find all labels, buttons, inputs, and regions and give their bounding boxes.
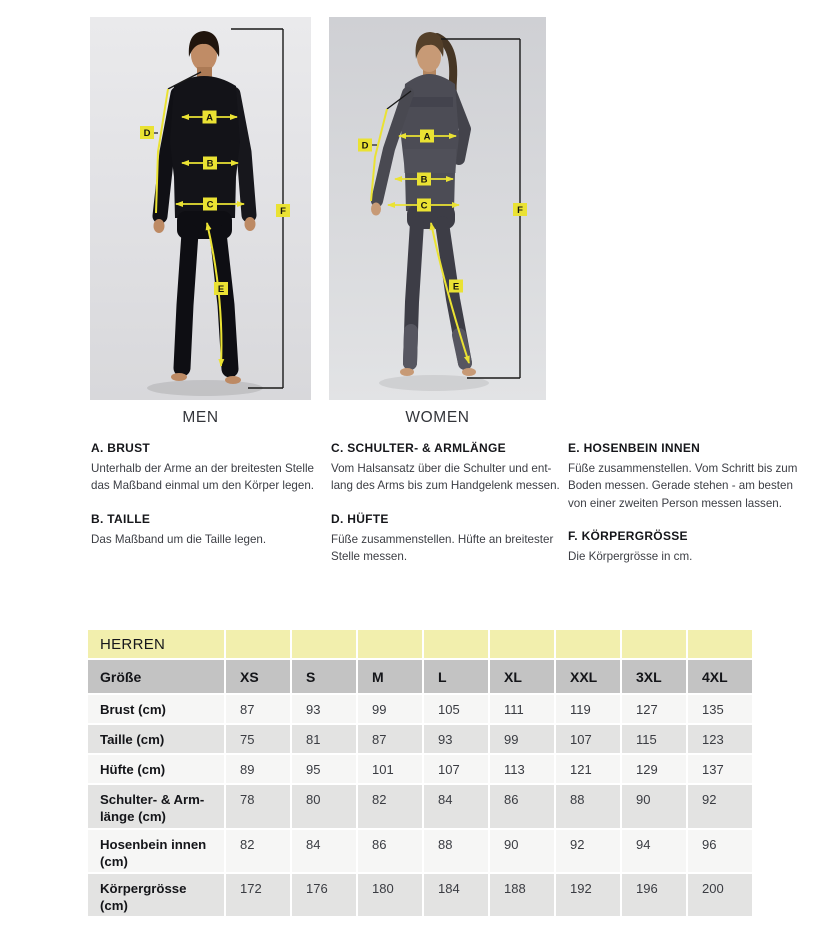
cell-value: 107 xyxy=(556,725,620,753)
cell-value: 84 xyxy=(292,830,356,872)
size-header-s: S xyxy=(292,660,356,693)
table-title-spacer xyxy=(688,630,752,658)
size-header-xxl: XXL xyxy=(556,660,620,693)
marker-b-label: B xyxy=(420,174,428,186)
cell-value: 107 xyxy=(424,755,488,783)
row-label: Brust (cm) xyxy=(88,695,224,723)
cell-value: 81 xyxy=(292,725,356,753)
cell-value: 95 xyxy=(292,755,356,783)
row-label: Hosenbein innen (cm) xyxy=(88,830,224,872)
cell-value: 99 xyxy=(490,725,554,753)
instruction-schulter-armlaenge-text: Vom Halsansatz über die Schulter und entlang des Arms bis zum Handgelenk messen. xyxy=(331,462,560,493)
cell-value: 99 xyxy=(358,695,422,723)
cell-value: 80 xyxy=(292,785,356,828)
cell-value: 200 xyxy=(688,874,752,916)
cell-value: 87 xyxy=(358,725,422,753)
cell-value: 88 xyxy=(424,830,488,872)
women-caption: WOMEN xyxy=(405,409,470,426)
cell-value: 94 xyxy=(622,830,686,872)
row-label: Taille (cm) xyxy=(88,725,224,753)
cell-value: 111 xyxy=(490,695,554,723)
marker-a-label: A xyxy=(206,112,213,124)
cell-value: 84 xyxy=(424,785,488,828)
cell-value: 176 xyxy=(292,874,356,916)
cell-value: 89 xyxy=(226,755,290,783)
instruction-koerpergroesse-text: Die Körpergrösse in cm. xyxy=(568,550,693,564)
table-title-spacer xyxy=(358,630,422,658)
cell-value: 78 xyxy=(226,785,290,828)
cell-value: 90 xyxy=(622,785,686,828)
cell-value: 93 xyxy=(424,725,488,753)
table-title-spacer xyxy=(622,630,686,658)
instruction-hosenbein xyxy=(568,441,803,512)
instruction-brust-text: Unterhalb der Arme an der breitesten Stelle das Maßband einmal um den Körper legen. xyxy=(91,462,314,493)
marker-a-label: A xyxy=(423,131,431,143)
instruction-taille-title: B. TAILLE xyxy=(91,511,151,526)
instruction-huefte-title: D. HÜFTE xyxy=(331,511,389,526)
instruction-hosenbein-text: Füße zusammenstellen. Vom Schritt bis zum Boden messen. Gerade stehen - am besten von einer zweiten Person messen lassen. xyxy=(568,462,798,510)
cell-value: 121 xyxy=(556,755,620,783)
instruction-koerpergroesse xyxy=(568,529,803,565)
row-label: Hüfte (cm) xyxy=(88,755,224,783)
cell-value: 92 xyxy=(688,785,752,828)
marker-d-label: D xyxy=(143,128,151,139)
cell-value: 96 xyxy=(688,830,752,872)
cell-value: 87 xyxy=(226,695,290,723)
cell-value: 196 xyxy=(622,874,686,916)
marker-f-label: F xyxy=(517,205,523,216)
size-header-m: M xyxy=(358,660,422,693)
cell-value: 180 xyxy=(358,874,422,916)
marker-c-label: C xyxy=(206,199,214,211)
cell-value: 101 xyxy=(358,755,422,783)
cell-value: 135 xyxy=(688,695,752,723)
row-label: Körpergrösse (cm) xyxy=(88,874,224,916)
table-title-spacer xyxy=(490,630,554,658)
instruction-huefte-text: Füße zusammenstellen. Hüfte an breitester Stelle messen. xyxy=(331,532,554,564)
marker-e-label: E xyxy=(452,281,460,293)
instruction-taille xyxy=(91,512,331,548)
cell-value: 92 xyxy=(556,830,620,872)
size-header-l: L xyxy=(424,660,488,693)
table-title-spacer xyxy=(424,630,488,658)
cell-value: 86 xyxy=(358,830,422,872)
instructions-column-3 xyxy=(568,441,803,583)
size-header-3xl: 3XL xyxy=(622,660,686,693)
instruction-schulter-armlaenge-title: C. SCHULTER- & ARMLÄNGE xyxy=(331,441,506,455)
table-title: HERREN xyxy=(88,630,224,658)
instruction-taille-text: Das Maßband um die Taille legen. xyxy=(91,532,267,546)
cell-value: 115 xyxy=(622,725,686,753)
size-table xyxy=(88,630,752,916)
table-title-spacer xyxy=(226,630,290,658)
marker-b-label: B xyxy=(206,158,214,170)
cell-value: 188 xyxy=(490,874,554,916)
instruction-hosenbein-title: E. HOSENBEIN INNEN xyxy=(568,441,701,455)
cell-value: 93 xyxy=(292,695,356,723)
man-measurement-illustration xyxy=(90,17,311,400)
cell-value: 113 xyxy=(490,755,554,783)
measure-line-f-men xyxy=(231,29,290,388)
cell-value: 172 xyxy=(226,874,290,916)
instruction-huefte xyxy=(331,512,568,566)
marker-f-label: F xyxy=(280,206,286,217)
instructions-column-2 xyxy=(331,441,568,583)
size-header-xl: XL xyxy=(490,660,554,693)
cell-value: 75 xyxy=(226,725,290,753)
marker-d-label: D xyxy=(361,140,369,152)
men-caption: MEN xyxy=(182,409,219,426)
cell-value: 86 xyxy=(490,785,554,828)
row-label: Schulter- & Armlänge (cm) xyxy=(88,785,224,828)
men-photo xyxy=(90,17,311,400)
size-column-header: Größe xyxy=(88,660,224,693)
cell-value: 123 xyxy=(688,725,752,753)
instruction-brust xyxy=(91,441,331,495)
measurement-instructions xyxy=(91,441,803,583)
marker-c-label: C xyxy=(420,200,428,212)
size-header-4xl: 4XL xyxy=(688,660,752,693)
cell-value: 119 xyxy=(556,695,620,723)
cell-value: 82 xyxy=(226,830,290,872)
instruction-schulter-armlaenge xyxy=(331,441,568,495)
cell-value: 129 xyxy=(622,755,686,783)
cell-value: 127 xyxy=(622,695,686,723)
cell-value: 137 xyxy=(688,755,752,783)
cell-value: 184 xyxy=(424,874,488,916)
instructions-column-1 xyxy=(91,441,331,583)
cell-value: 88 xyxy=(556,785,620,828)
cell-value: 192 xyxy=(556,874,620,916)
marker-e-label: E xyxy=(217,284,225,295)
size-header-xs: XS xyxy=(226,660,290,693)
cell-value: 105 xyxy=(424,695,488,723)
cell-value: 90 xyxy=(490,830,554,872)
cell-value: 82 xyxy=(358,785,422,828)
man-figure xyxy=(147,31,263,396)
women-photo xyxy=(329,17,546,400)
instruction-brust-title: A. BRUST xyxy=(91,441,151,455)
table-title-spacer xyxy=(292,630,356,658)
instruction-koerpergroesse-title: F. KÖRPERGRÖSSE xyxy=(568,529,688,544)
woman-measurement-illustration xyxy=(329,17,546,400)
table-title-spacer xyxy=(556,630,620,658)
